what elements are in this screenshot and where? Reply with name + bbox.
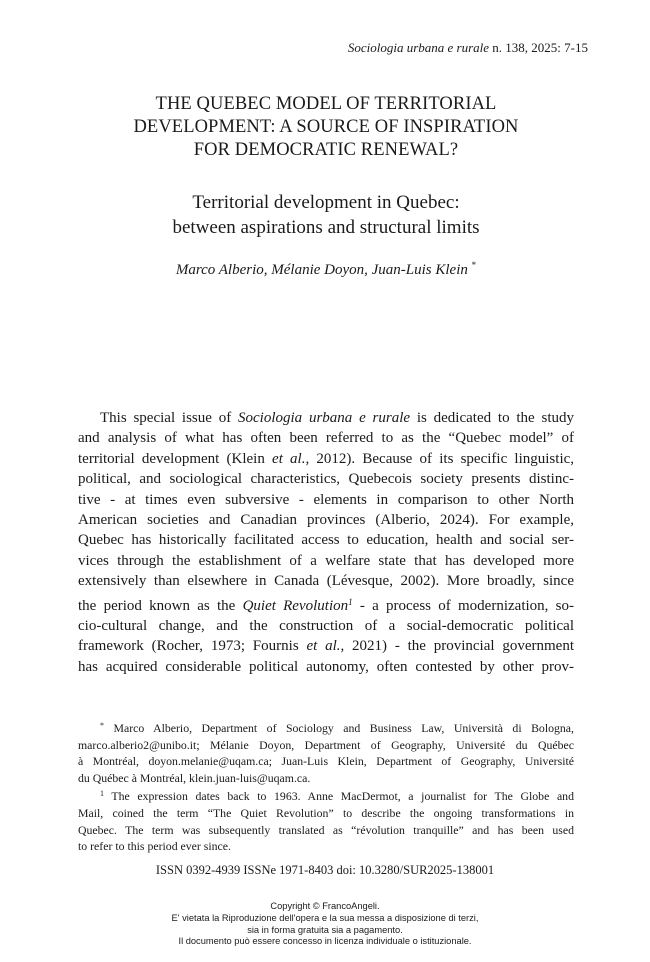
journal-name-inline: Sociologia urbana e rurale <box>238 410 411 426</box>
copyright-line: Il documento può essere concesso in licenza individuale o istituzionale. <box>178 936 472 947</box>
running-head <box>348 40 588 56</box>
article-subtitle <box>60 190 592 240</box>
authors <box>60 260 592 279</box>
footnote-line: * Marco Alberio, Department of Sociology and Business Law, Università di Bologna, <box>100 721 574 735</box>
subtitle-line: between aspirations and structural limits <box>172 217 480 238</box>
footnote-line: du Québec à Montréal, klein.juan-luis@uqam.ca. <box>78 770 311 785</box>
footnote-star-mark: * <box>100 721 104 730</box>
body-line: This special issue of Sociologia urbana e rurale is dedicated to the study <box>100 410 574 426</box>
body-line: framework (Rocher, 1973; Fournis et al., 2021) - the provincial government <box>78 638 574 655</box>
subtitle-line: Territorial development in Quebec: <box>192 192 460 213</box>
quiet-revolution-term: Quiet Revolution <box>242 597 349 614</box>
body-line: Quebec has historically facilitated access to education, health and social ser- <box>78 532 574 549</box>
body-line: cio-cultural change, and the construction of a social-democratic political <box>78 618 574 635</box>
body-line: extensively than elsewhere in Canada (Lévesque, 2002). More broadly, since <box>78 573 574 590</box>
footnote-line: Mail, coined the term “The Quiet Revolution” to describe the ongoing transformations in <box>78 805 574 820</box>
copyright-line: Copyright © FrancoAngeli. <box>270 901 380 911</box>
body-line: the period known as the Quiet Revolution$^1$ - a process of modernization, so- <box>78 596 574 614</box>
footnote-line: à Montréal, doyon.melanie@uqam.ca; Juan-Luis Klein, Department of Geography, Université <box>78 754 574 769</box>
issue-info: n. 138, 2025: 7-15 <box>492 40 588 55</box>
article-title <box>60 93 592 162</box>
body-line: and analysis of what has often been referred to as the “Quebec model” of <box>78 430 574 447</box>
body-line: tive - at times even subversive - elements in comparison to other North <box>78 491 574 508</box>
title-line: FOR DEMOCRATIC RENEWAL? <box>193 140 459 160</box>
footnote-line: $^1$ The expression dates back to 1963. Anne MacDermot, a journalist for The Globe and <box>100 789 574 804</box>
copyright-line: E' vietata la Riproduzione dell'opera e la sua messa a disposizione di terzi, <box>171 912 479 923</box>
body-paragraph <box>78 408 574 677</box>
footnote-line: marco.alberio2@unibo.it; Mélanie Doyon, Department of Geography, Université du Québec <box>78 737 574 752</box>
issn-doi: ISSN 0392-4939 ISSNe 1971-8403 doi: 10.3280/SUR2025-138001 <box>155 863 495 877</box>
body-line: American societies and Canadian provinces (Alberio, 2024). For example, <box>78 512 574 529</box>
footnote-1-mark: 1 <box>100 789 104 799</box>
body-line: territorial development (Klein et al., 2012). Because of its specific linguistic, <box>78 450 575 467</box>
title-line: DEVELOPMENT: A SOURCE OF INSPIRATION <box>133 117 519 137</box>
journal-name: Sociologia urbana e rurale <box>347 40 490 55</box>
author-footnote-mark: * <box>471 260 477 270</box>
author-names: Marco Alberio, Mélanie Doyon, Juan-Luis Klein <box>175 262 468 278</box>
copyright-notice <box>0 901 650 948</box>
copyright-line: sia in forma gratuita sia a pagamento. <box>247 924 403 935</box>
title-line: THE QUEBEC MODEL OF TERRITORIAL <box>155 94 497 114</box>
footnote-line: Quebec. The term was subsequently translated as “révolution tranquille” and has been used <box>78 822 574 837</box>
body-line: has acquired considerable political autonomy, often contested by other prov- <box>78 658 574 675</box>
footnotes <box>78 718 574 855</box>
footnote-ref: 1 <box>348 596 353 607</box>
body-line: vices through the establishment of a welfare state that has developed more <box>78 552 574 569</box>
footnote-line: to refer to this period ever since. <box>78 839 231 854</box>
body-line: political, and sociological characteristics, Quebecois society presents distinc- <box>78 471 574 488</box>
